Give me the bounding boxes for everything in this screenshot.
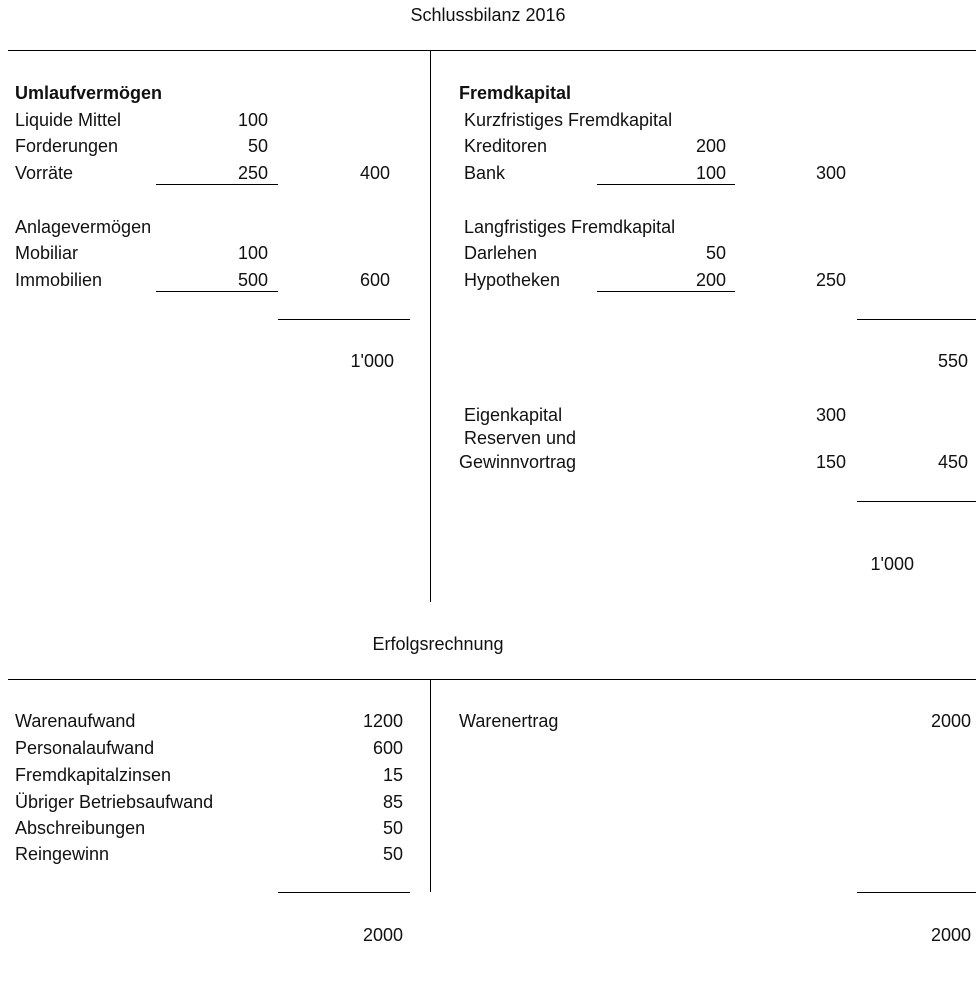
debt-total-rule <box>857 319 976 320</box>
income-statement-title: Erfolgsrechnung <box>372 634 504 654</box>
liability-label: Bank <box>464 163 506 183</box>
revenue-label: Warenertrag <box>459 711 559 731</box>
liability-value: 50 <box>705 243 726 263</box>
revenues-total-rule <box>857 892 976 893</box>
expense-value: 50 <box>382 844 403 864</box>
current-assets-subtotal: 400 <box>359 163 390 183</box>
expense-label: Fremdkapitalzinsen <box>15 765 172 785</box>
liabilities-total: 1'000 <box>870 554 914 574</box>
asset-label: Immobilien <box>15 270 103 290</box>
fixed-assets-subtotal: 600 <box>359 270 390 290</box>
expense-label: Übriger Betriebsaufwand <box>15 792 214 812</box>
balance-top-rule <box>8 50 976 51</box>
current-assets-subtotal-rule <box>156 184 278 185</box>
liability-value: 100 <box>695 163 726 183</box>
equity-label: Eigenkapital <box>464 405 563 425</box>
asset-value: 500 <box>237 270 268 290</box>
asset-value: 100 <box>237 110 268 130</box>
expense-value: 1200 <box>362 711 403 731</box>
expense-label: Reingewinn <box>15 844 110 864</box>
asset-label: Forderungen <box>15 136 119 156</box>
liability-value: 200 <box>695 270 726 290</box>
expenses-total: 2000 <box>362 925 403 945</box>
fixed-assets-heading: Anlagevermögen <box>15 217 152 237</box>
expense-value: 50 <box>382 818 403 838</box>
asset-label: Mobiliar <box>15 243 79 263</box>
expense-label: Warenaufwand <box>15 711 136 731</box>
short-term-debt-heading: Kurzfristiges Fremdkapital <box>464 110 673 130</box>
expenses-total-rule <box>278 892 410 893</box>
long-term-subtotal-rule <box>597 291 735 292</box>
reserves-value: 150 <box>815 452 846 472</box>
long-term-debt-heading: Langfristiges Fremdkapital <box>464 217 676 237</box>
income-top-rule <box>8 679 976 680</box>
expense-value: 85 <box>382 792 403 812</box>
assets-total: 1'000 <box>350 351 394 371</box>
equity-value: 300 <box>815 405 846 425</box>
asset-value: 250 <box>237 163 268 183</box>
balance-sheet-title: Schlussbilanz 2016 <box>410 5 566 25</box>
short-term-subtotal: 300 <box>815 163 846 183</box>
liability-label: Hypotheken <box>464 270 561 290</box>
short-term-subtotal-rule <box>597 184 735 185</box>
asset-label: Liquide Mittel <box>15 110 122 130</box>
current-assets-heading: Umlaufvermögen <box>15 83 163 103</box>
expense-value: 600 <box>372 738 403 758</box>
revenue-value: 2000 <box>930 711 971 731</box>
liability-label: Kreditoren <box>464 136 548 156</box>
long-term-subtotal: 250 <box>815 270 846 290</box>
debt-total: 550 <box>937 351 968 371</box>
asset-value: 100 <box>237 243 268 263</box>
liabilities-total-rule <box>857 501 976 502</box>
expense-label: Personalaufwand <box>15 738 155 758</box>
asset-value: 50 <box>247 136 268 156</box>
liabilities-heading: Fremdkapital <box>459 83 572 103</box>
reserves-label-line2: Gewinnvortrag <box>459 452 577 472</box>
expense-value: 15 <box>382 765 403 785</box>
balance-center-divider <box>430 50 431 602</box>
equity-subtotal: 450 <box>937 452 968 472</box>
expense-label: Abschreibungen <box>15 818 146 838</box>
reserves-label-line1: Reserven und <box>464 428 577 448</box>
asset-label: Vorräte <box>15 163 74 183</box>
fixed-assets-subtotal-rule <box>156 291 278 292</box>
income-center-divider <box>430 679 431 892</box>
assets-total-rule <box>278 319 410 320</box>
liability-value: 200 <box>695 136 726 156</box>
liability-label: Darlehen <box>464 243 538 263</box>
revenues-total: 2000 <box>930 925 971 945</box>
